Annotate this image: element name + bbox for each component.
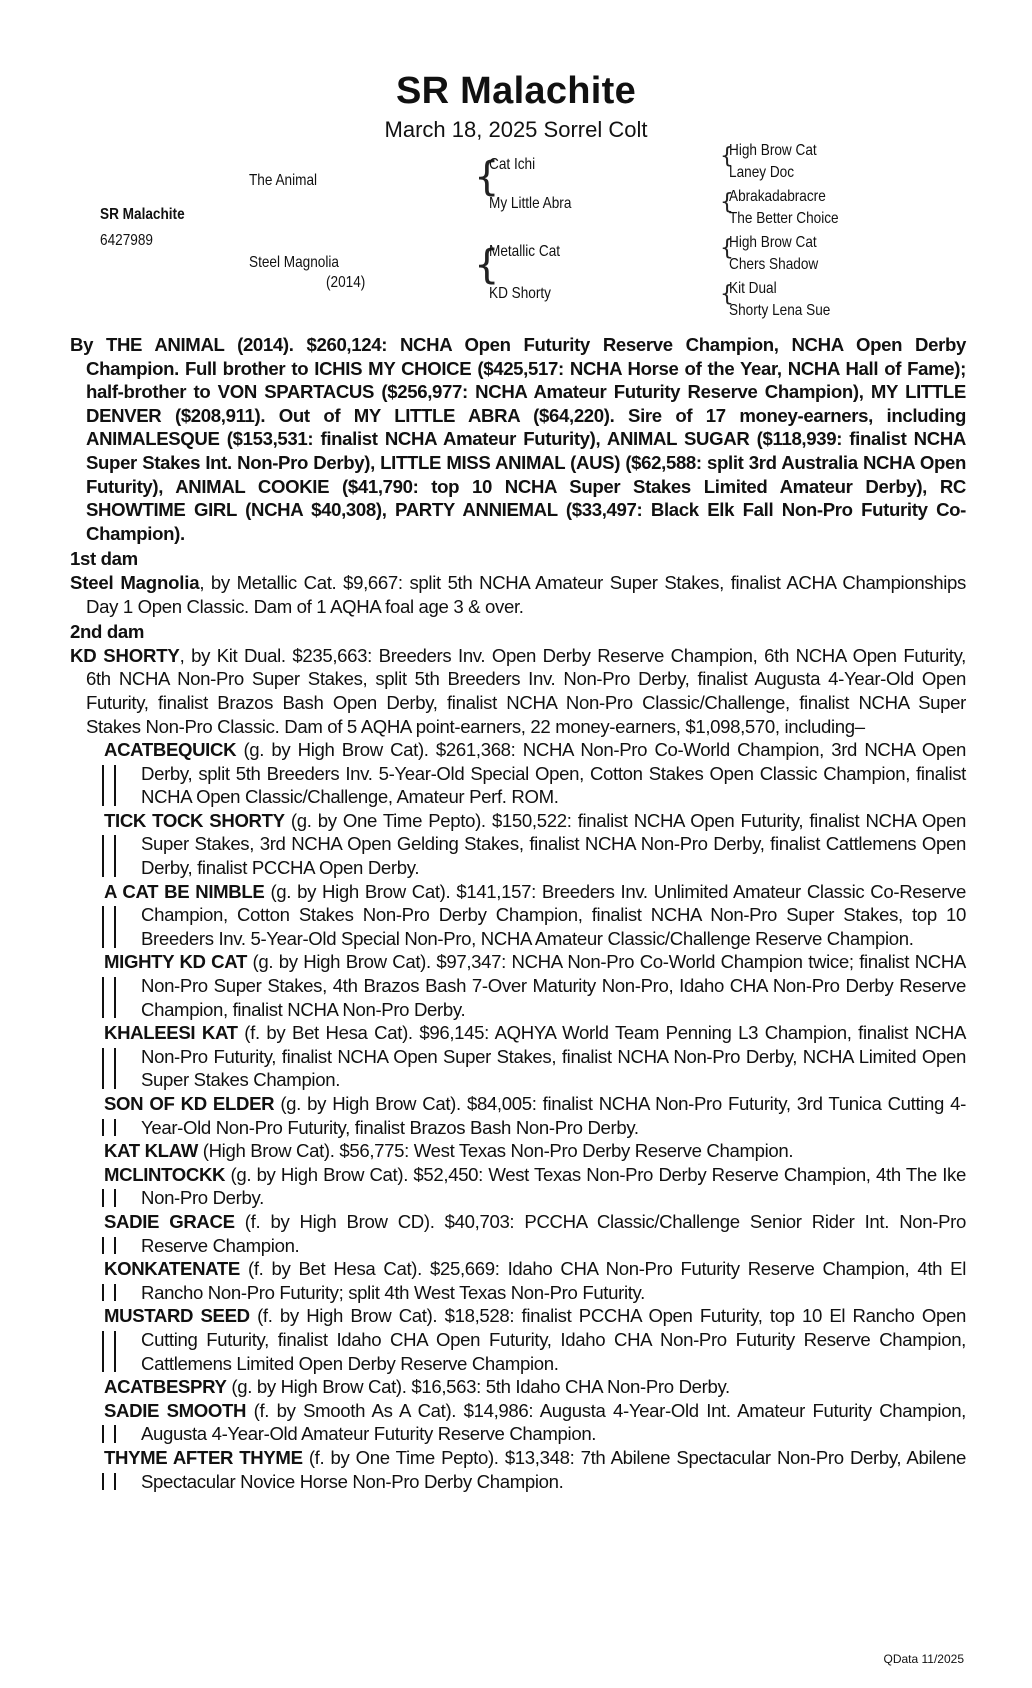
produce-text: (g. by High Brow Cat). $141,157: Breeders Inv. Unlimited Amateur Classic Co-Reserve Champion, Cotton Stakes Non-Pro Derby Champion, finalist NCHA Non-Pro Super Stakes, top 10 Breeders Inv. 5-Year-Old Special Non-Pro, NCHA Amateur Classic/Challenge Reserve Champion. (141, 880, 966, 949)
great-grandparent: High Brow Cat (729, 142, 817, 159)
produce-name: SON OF KD ELDER (104, 1093, 275, 1114)
produce-entry (104, 1092, 966, 1139)
double-bar-icon (102, 835, 116, 876)
produce-entry (104, 950, 966, 1021)
produce-entry (104, 738, 966, 809)
produce-name: TICK TOCK SHORTY (104, 809, 285, 831)
produce-entry (104, 1375, 966, 1399)
sire-name: The Animal (249, 172, 318, 189)
page-subtitle: March 18, 2025 Sorrel Colt (384, 117, 648, 142)
produce-name: SADIE SMOOTH (104, 1399, 247, 1421)
double-bar-icon (102, 765, 116, 806)
produce-entry (104, 1257, 966, 1304)
produce-name: ACATBEQUICK (104, 739, 237, 761)
dam-sire-name: Metallic Cat (489, 243, 561, 260)
produce-entry (104, 1139, 966, 1163)
brace-icon: { (720, 190, 734, 215)
dam-dam-name: KD Shorty (489, 285, 551, 302)
produce-name: SADIE GRACE (104, 1210, 235, 1232)
second-dam-paragraph (70, 644, 966, 738)
produce-name: ACATBESPRY (104, 1376, 227, 1398)
produce-name: THYME AFTER THYME (104, 1446, 303, 1468)
brace-icon: { (720, 236, 734, 261)
great-grandparent: High Brow Cat (729, 234, 817, 251)
double-bar-icon (102, 1473, 116, 1490)
produce-text: (High Brow Cat). $56,775: West Texas Non-Pro Derby Reserve Champion. (197, 1140, 794, 1162)
double-bar-icon (102, 1237, 116, 1254)
second-dam-name: KD SHORTY (70, 644, 180, 666)
produce-text: (f. by Bet Hesa Cat). $25,669: Idaho CHA Non-Pro Futurity Reserve Champion, 4th El Rancho Non-Pro Futurity; split 4th West Texas Non-Pro Futurity. (141, 1258, 966, 1303)
produce-name: A CAT BE NIMBLE (104, 880, 265, 902)
produce-entry (104, 809, 966, 880)
double-bar-icon (102, 1189, 116, 1206)
double-bar-icon (102, 1425, 116, 1442)
produce-text: (f. by High Brow CD). $40,703: PCCHA Classic/Challenge Senior Rider Int. Non-Pro Reserve Champion. (141, 1210, 966, 1256)
subject-registration: 6427989 (100, 232, 153, 249)
dam-year: (2014) (326, 274, 366, 291)
second-dam-heading: 2nd dam (70, 621, 145, 643)
produce-text: (f. by Bet Hesa Cat). $96,145: AQHYA World Team Penning L3 Champion, finalist NCHA Non-Pro Futurity, finalist NCHA Open Super Stakes, finalist NCHA Non-Pro Derby, NCHA Limited Open Super Stakes Champion. (141, 1022, 966, 1091)
produce-entry (104, 1399, 966, 1446)
produce-name: MIGHTY KD CAT (104, 951, 247, 973)
produce-entry (104, 1163, 966, 1210)
second-dam-text: , by Kit Dual. $235,663: Breeders Inv. Open Derby Reserve Champion, 6th NCHA Open Futurity, 6th NCHA Non-Pro Super Stakes, split 5th Breeders Inv. Non-Pro Derby, finalist Augusta 4-Year-Old Open Futurity, finalist Brazos Bash Open Derby, finalist NCHA Non-Pro Classic/Challenge, finalist NCHA Super Stakes Non-Pro Classic. Dam of 5 AQHA point-earners, 22 money-earners, $1,098,570, including– (86, 644, 966, 737)
great-grandparent: Shorty Lena Sue (729, 302, 831, 319)
sire-summary: By THE ANIMAL (2014). $260,124: NCHA Open Futurity Reserve Champion, NCHA Open Derby Champion. Full brother to ICHIS MY CHOICE ($425,517: NCHA Horse of the Year, NCHA Hall of Fame); half-brother to VON SPARTACUS ($256,977: NCHA Amateur Futurity Reserve Champion), MY LITTLE DENVER ($208,911). Out of MY LITTLE ABRA ($64,220). Sire of 17 money-earners, including ANIMALESQUE ($153,531: finalist NCHA Amateur Futurity), ANIMAL SUGAR ($118,939: finalist NCHA Super Stakes Int. Non-Pro Derby), LITTLE MISS ANIMAL (AUS) ($62,588: split 3rd Australia NCHA Open Futurity), ANIMAL COOKIE ($41,790: top 10 NCHA Super Stakes Limited Amateur Derby), RC SHOWTIME GIRL (NCHA $40,308), PARTY ANNIEMAL ($33,497: Black Elk Fall Non-Pro Futurity Co-Champion). (70, 334, 966, 544)
footer-credit: QData 11/2025 (883, 1652, 964, 1666)
page-title: SR Malachite (395, 70, 637, 112)
produce-name: KAT KLAW (104, 1140, 198, 1162)
produce-entry (104, 1021, 966, 1092)
produce-entry (104, 880, 966, 951)
produce-name: KHALEESI KAT (104, 1022, 238, 1044)
sire-sire-name: Cat Ichi (489, 156, 536, 173)
dam-name: Steel Magnolia (249, 254, 339, 271)
great-grandparent: Chers Shadow (729, 256, 819, 273)
produce-text: (f. by One Time Pepto). $13,348: 7th Abilene Spectacular Non-Pro Derby, Abilene Spectacular Novice Horse Non-Pro Derby Champion. (141, 1446, 966, 1492)
double-bar-icon (102, 1284, 116, 1301)
great-grandparent: The Better Choice (729, 210, 839, 227)
double-bar-icon (102, 1048, 116, 1089)
produce-list (70, 738, 966, 1493)
produce-entry (104, 1446, 966, 1493)
produce-text: (f. by Smooth As A Cat). $14,986: Augusta 4-Year-Old Int. Amateur Futurity Champion, Augusta 4-Year-Old Amateur Futurity Reserve Champion. (141, 1399, 966, 1445)
great-grandparent: Laney Doc (729, 164, 795, 181)
sire-dam-name: My Little Abra (489, 195, 572, 212)
double-bar-icon (102, 1119, 116, 1136)
subject-name: SR Malachite (100, 206, 185, 223)
produce-text: (g. by High Brow Cat). $97,347: NCHA Non-Pro Co-World Champion twice; finalist NCHA Non-Pro Super Stakes, 4th Brazos Bash 7-Over Maturity Non-Pro, Idaho CHA Non-Pro Derby Reserve Champion, finalist NCHA Non-Pro Derby. (141, 951, 966, 1020)
first-dam-heading: 1st dam (70, 548, 138, 570)
produce-text: (g. by High Brow Cat). $52,450: West Texas Non-Pro Derby Reserve Champion, 4th The Ike Non-Pro Derby. (141, 1163, 966, 1209)
produce-entry (104, 1210, 966, 1257)
double-bar-icon (102, 906, 116, 947)
produce-name: KONKATENATE (104, 1258, 240, 1280)
produce-name: MCLINTOCKK (104, 1163, 226, 1185)
produce-text: (g. by High Brow Cat). $261,368: NCHA Non-Pro Co-World Champion, 3rd NCHA Open Derby, split 5th Breeders Inv. 5-Year-Old Special Open, Cotton Stakes Open Classic Champion, finalist NCHA Open Classic/Challenge, Amateur Perf. ROM. (141, 739, 966, 808)
catalog-body (70, 333, 966, 1493)
brace-icon: { (474, 242, 500, 288)
first-dam-paragraph (70, 571, 966, 618)
produce-text: (g. by One Time Pepto). $150,522: finalist NCHA Open Futurity, finalist NCHA Open Super Stakes, 3rd NCHA Open Gelding Stakes, finalist NCHA Non-Pro Derby, finalist Cattlemens Open Derby, finalist PCCHA Open Derby. (141, 809, 967, 879)
brace-icon: { (474, 154, 500, 200)
double-bar-icon (102, 1331, 116, 1372)
produce-name: MUSTARD SEED (104, 1305, 250, 1327)
produce-text: (f. by High Brow Cat). $18,528: finalist PCCHA Open Futurity, top 10 El Rancho Open Cutting Futurity, finalist Idaho CHA Open Futurity, Idaho CHA Non-Pro Futurity Reserve Champion, Cattlemens Limited Open Derby Reserve Champion. (141, 1305, 966, 1374)
great-grandparent: Abrakadabracre (729, 188, 826, 205)
great-grandparent: Kit Dual (729, 280, 777, 297)
produce-entry (104, 1304, 966, 1375)
first-dam-name: Steel Magnolia (70, 571, 200, 593)
double-bar-icon (102, 977, 116, 1018)
first-dam-text: , by Metallic Cat. $9,667: split 5th NCHA Amateur Super Stakes, finalist ACHA Championships Day 1 Open Classic. Dam of 1 AQHA foal age 3 & over. (86, 571, 966, 617)
produce-text: (g. by High Brow Cat). $16,563: 5th Idaho CHA Non-Pro Derby. (226, 1376, 730, 1398)
produce-text: (g. by High Brow Cat). $84,005: finalist NCHA Non-Pro Futurity, 3rd Tunica Cutting 4-Year-Old Non-Pro Futurity, finalist Brazos Bash Non-Pro Derby. (141, 1093, 967, 1138)
brace-icon: { (720, 282, 734, 307)
brace-icon: { (720, 144, 734, 169)
